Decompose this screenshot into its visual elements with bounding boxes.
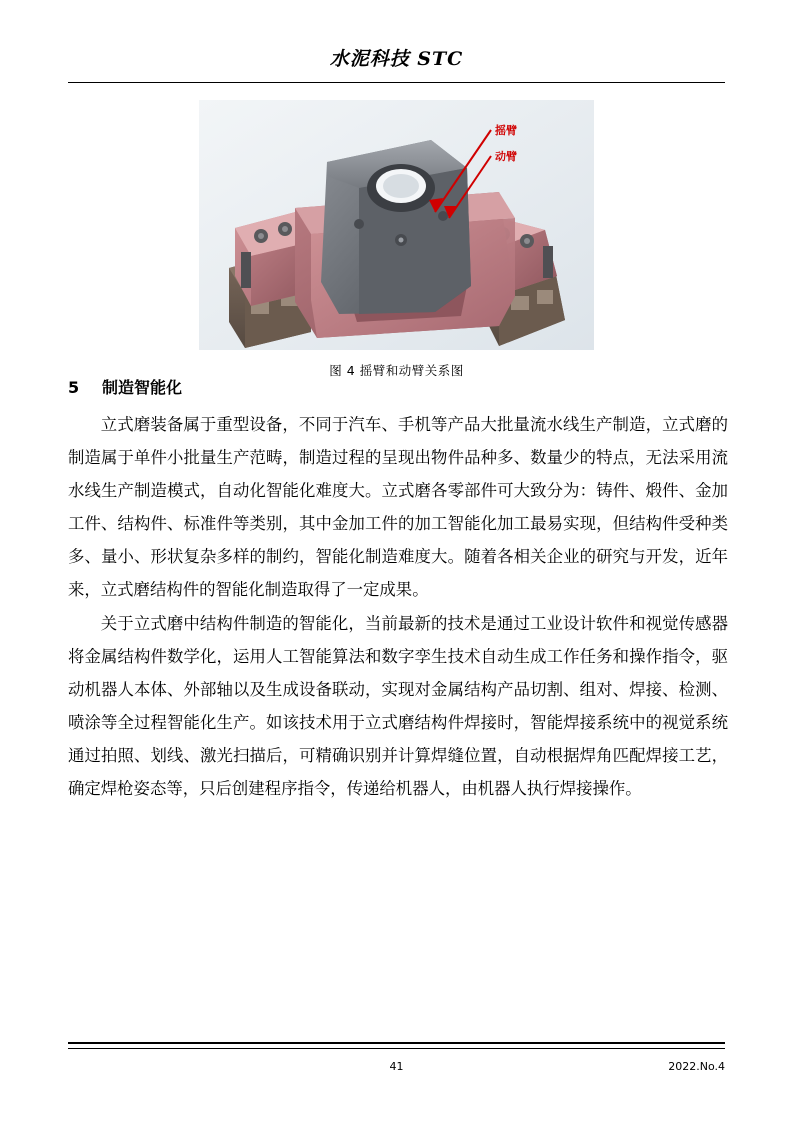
figure-caption: 图 4 摇臂和动臂关系图 (329, 363, 464, 378)
page-header (68, 44, 725, 71)
issue-number: 2022.No.4 (668, 1060, 725, 1073)
rocker-arm-assembly-illustration (199, 100, 594, 350)
figure-label-moving-arm: 动臂 (495, 150, 517, 163)
footer-divider-thin (68, 1048, 725, 1049)
figure-label-rocker-arm: 摇臂 (495, 124, 517, 137)
header-divider (68, 82, 725, 83)
paragraph-2: 关于立式磨中结构件制造的智能化，当前最新的技术是通过工业设计软件和视觉传感器将金属结构件数学化，运用人工智能算法和数字孪生技术自动生成工作任务和操作指令，驱动机器人本体、外部轴以及生成设备联动，实现对金属结构产品切割、组对、焊接、检测、喷涂等全过程智能化生产。如该技术用于立式磨结构件焊接时，智能焊接系统中的视觉系统通过拍照、划线、激光扫描后，可精确识别并计算焊缝位置，自动根据焊角匹配焊接工艺，确定焊枪姿态等，只后创建程序指令，传递给机器人，由机器人执行焊接操作。 (68, 614, 728, 798)
paragraph-1: 立式磨装备属于重型设备，不同于汽车、手机等产品大批量流水线生产制造，立式磨的制造属于单件小批量生产范畴，制造过程的呈现出物件品种多、数量少的特点，无法采用流水线生产制造模式，自动化智能化难度大。立式磨各零部件可大致分为：铸件、煅件、金加工件、结构件、标准件等类别，其中金加工件的加工智能化加工最易实现，但结构件受种类多、量小、形状复杂多样的制约，智能化制造难度大。随着各相关企业的研究与开发，近年来，立式磨结构件的智能化制造取得了一定成果。 (68, 415, 728, 599)
body-text (68, 408, 728, 805)
section-heading (68, 375, 725, 398)
figure-image (199, 100, 594, 350)
section-number: 5 (68, 378, 80, 397)
footer-divider-thick (68, 1042, 725, 1044)
page-number: 41 (389, 1060, 404, 1073)
section-title: 制造智能化 (102, 378, 183, 397)
rocker-arm (321, 140, 471, 314)
figure-block (68, 100, 725, 379)
journal-title: 水泥科技 STC (329, 48, 464, 70)
